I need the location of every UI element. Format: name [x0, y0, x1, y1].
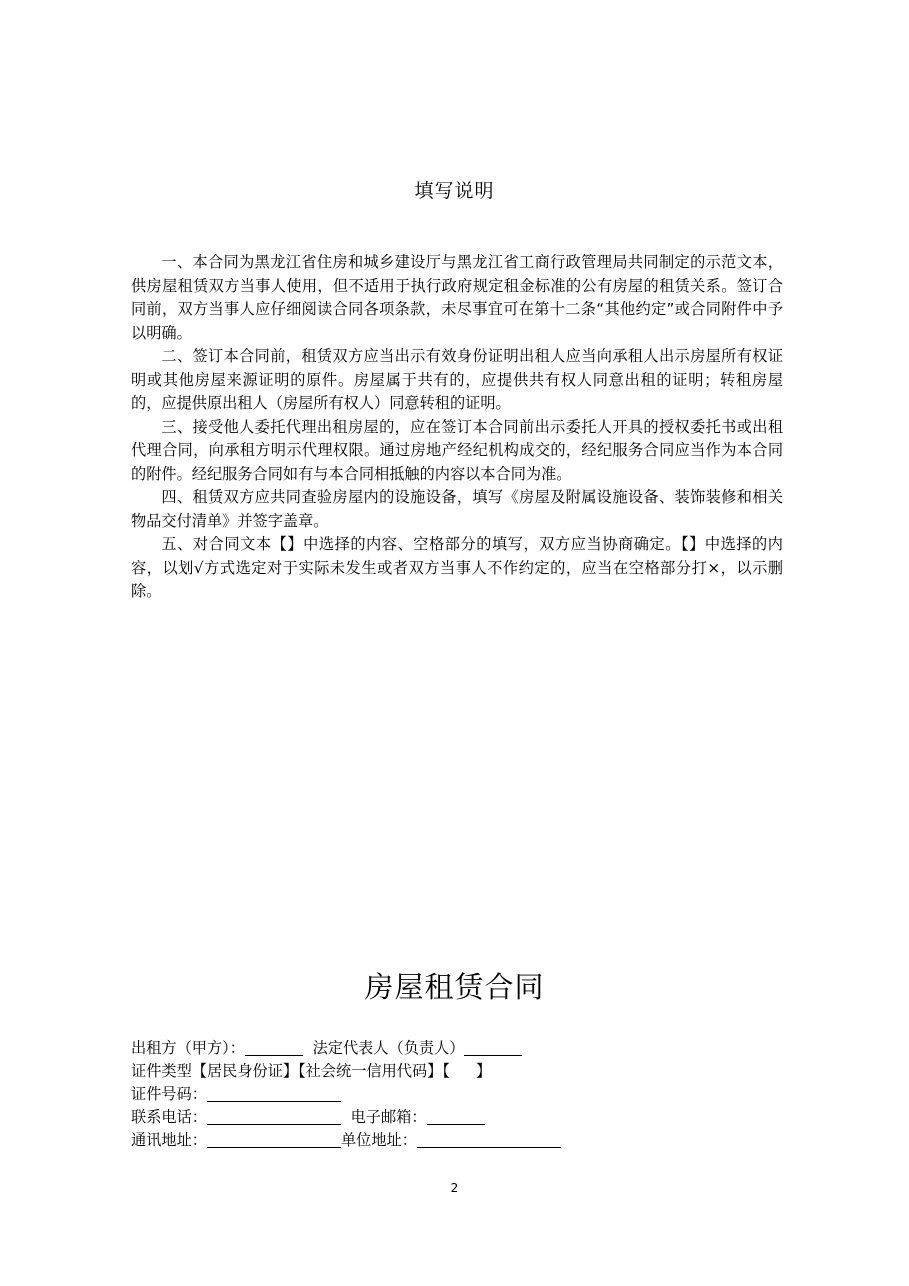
id-number-label: 证件号码： [131, 1085, 207, 1103]
unit-address-label: 单位地址： [340, 1131, 417, 1149]
address-line [131, 1129, 791, 1152]
lessor-label: 出租方（甲方）： [131, 1039, 245, 1057]
email-blank[interactable] [427, 1108, 485, 1125]
address-blank[interactable] [207, 1131, 341, 1148]
instruction-paragraph-3: 三、接受他人委托代理出租房屋的，应在签订本合同前出示委托人开具的授权委托书或出租代理合同，向承租方明示代理权限。通过房地产经纪机构成交的，经纪服务合同应当作为本合同的附件。经纪服务合同如有与本合同相抵触的内容以本合同为准。 [131, 417, 783, 483]
id-type-line [131, 1060, 791, 1083]
id-type-label: 证件类型【居民身份证】【社会统一信用代码】【 [131, 1062, 450, 1080]
phone-label: 联系电话： [131, 1108, 207, 1126]
id-number-line [131, 1083, 791, 1106]
contact-line [131, 1106, 791, 1129]
lessor-name-blank[interactable] [245, 1039, 303, 1056]
legal-rep-blank[interactable] [464, 1039, 522, 1056]
lessor-line [131, 1037, 791, 1060]
address-label: 通讯地址： [131, 1131, 207, 1149]
contract-title: 房屋租赁合同 [364, 970, 545, 1004]
id-type-close: 】 [475, 1062, 492, 1080]
instruction-paragraph-4: 四、租赁双方应共同查验房屋内的设施设备，填写《房屋及附属设施设备、装饰装修和相关物品交付清单》并签字盖章。 [131, 488, 783, 530]
instruction-paragraph-5: 五、对合同文本【】中选择的内容、空格部分的填写，双方应当协商确定。【】中选择的内容，以划√方式选定对于实际未发生或者双方当事人不作约定的，应当在空格部分打×，以示删除。 [131, 535, 783, 600]
unit-address-blank[interactable] [417, 1131, 561, 1148]
email-label: 电子邮箱： [350, 1108, 427, 1126]
instruction-paragraph-2: 二、签订本合同前，租赁双方应当出示有效身份证明出租人应当向承租人出示房屋所有权证明或其他房屋来源证明的原件。房屋属于共有的，应提供共有权人同意出租的证明；转租房屋的，应提供原出租人（房屋所有权人）同意转租的证明。 [131, 347, 783, 412]
instructions-title: 填写说明 [414, 180, 495, 202]
lessor-info-block [131, 1037, 791, 1152]
instruction-paragraph-1: 一、本合同为黑龙江省住房和城乡建设厅与黑龙江省工商行政管理局共同制定的示范文本，供房屋租赁双方当事人使用，但不适用于执行政府规定租金标准的公有房屋的租赁关系。签订合同前，双方当事人应仔细阅读合同各项条款，未尽事宜可在第十二条“其他约定”或合同附件中予以明确。 [131, 253, 783, 342]
legal-rep-label: 法定代表人（负责人） [312, 1039, 465, 1057]
id-number-blank[interactable] [207, 1085, 341, 1102]
phone-blank[interactable] [207, 1108, 341, 1125]
instructions-body [131, 251, 783, 604]
page-number: 2 [450, 1181, 459, 1195]
